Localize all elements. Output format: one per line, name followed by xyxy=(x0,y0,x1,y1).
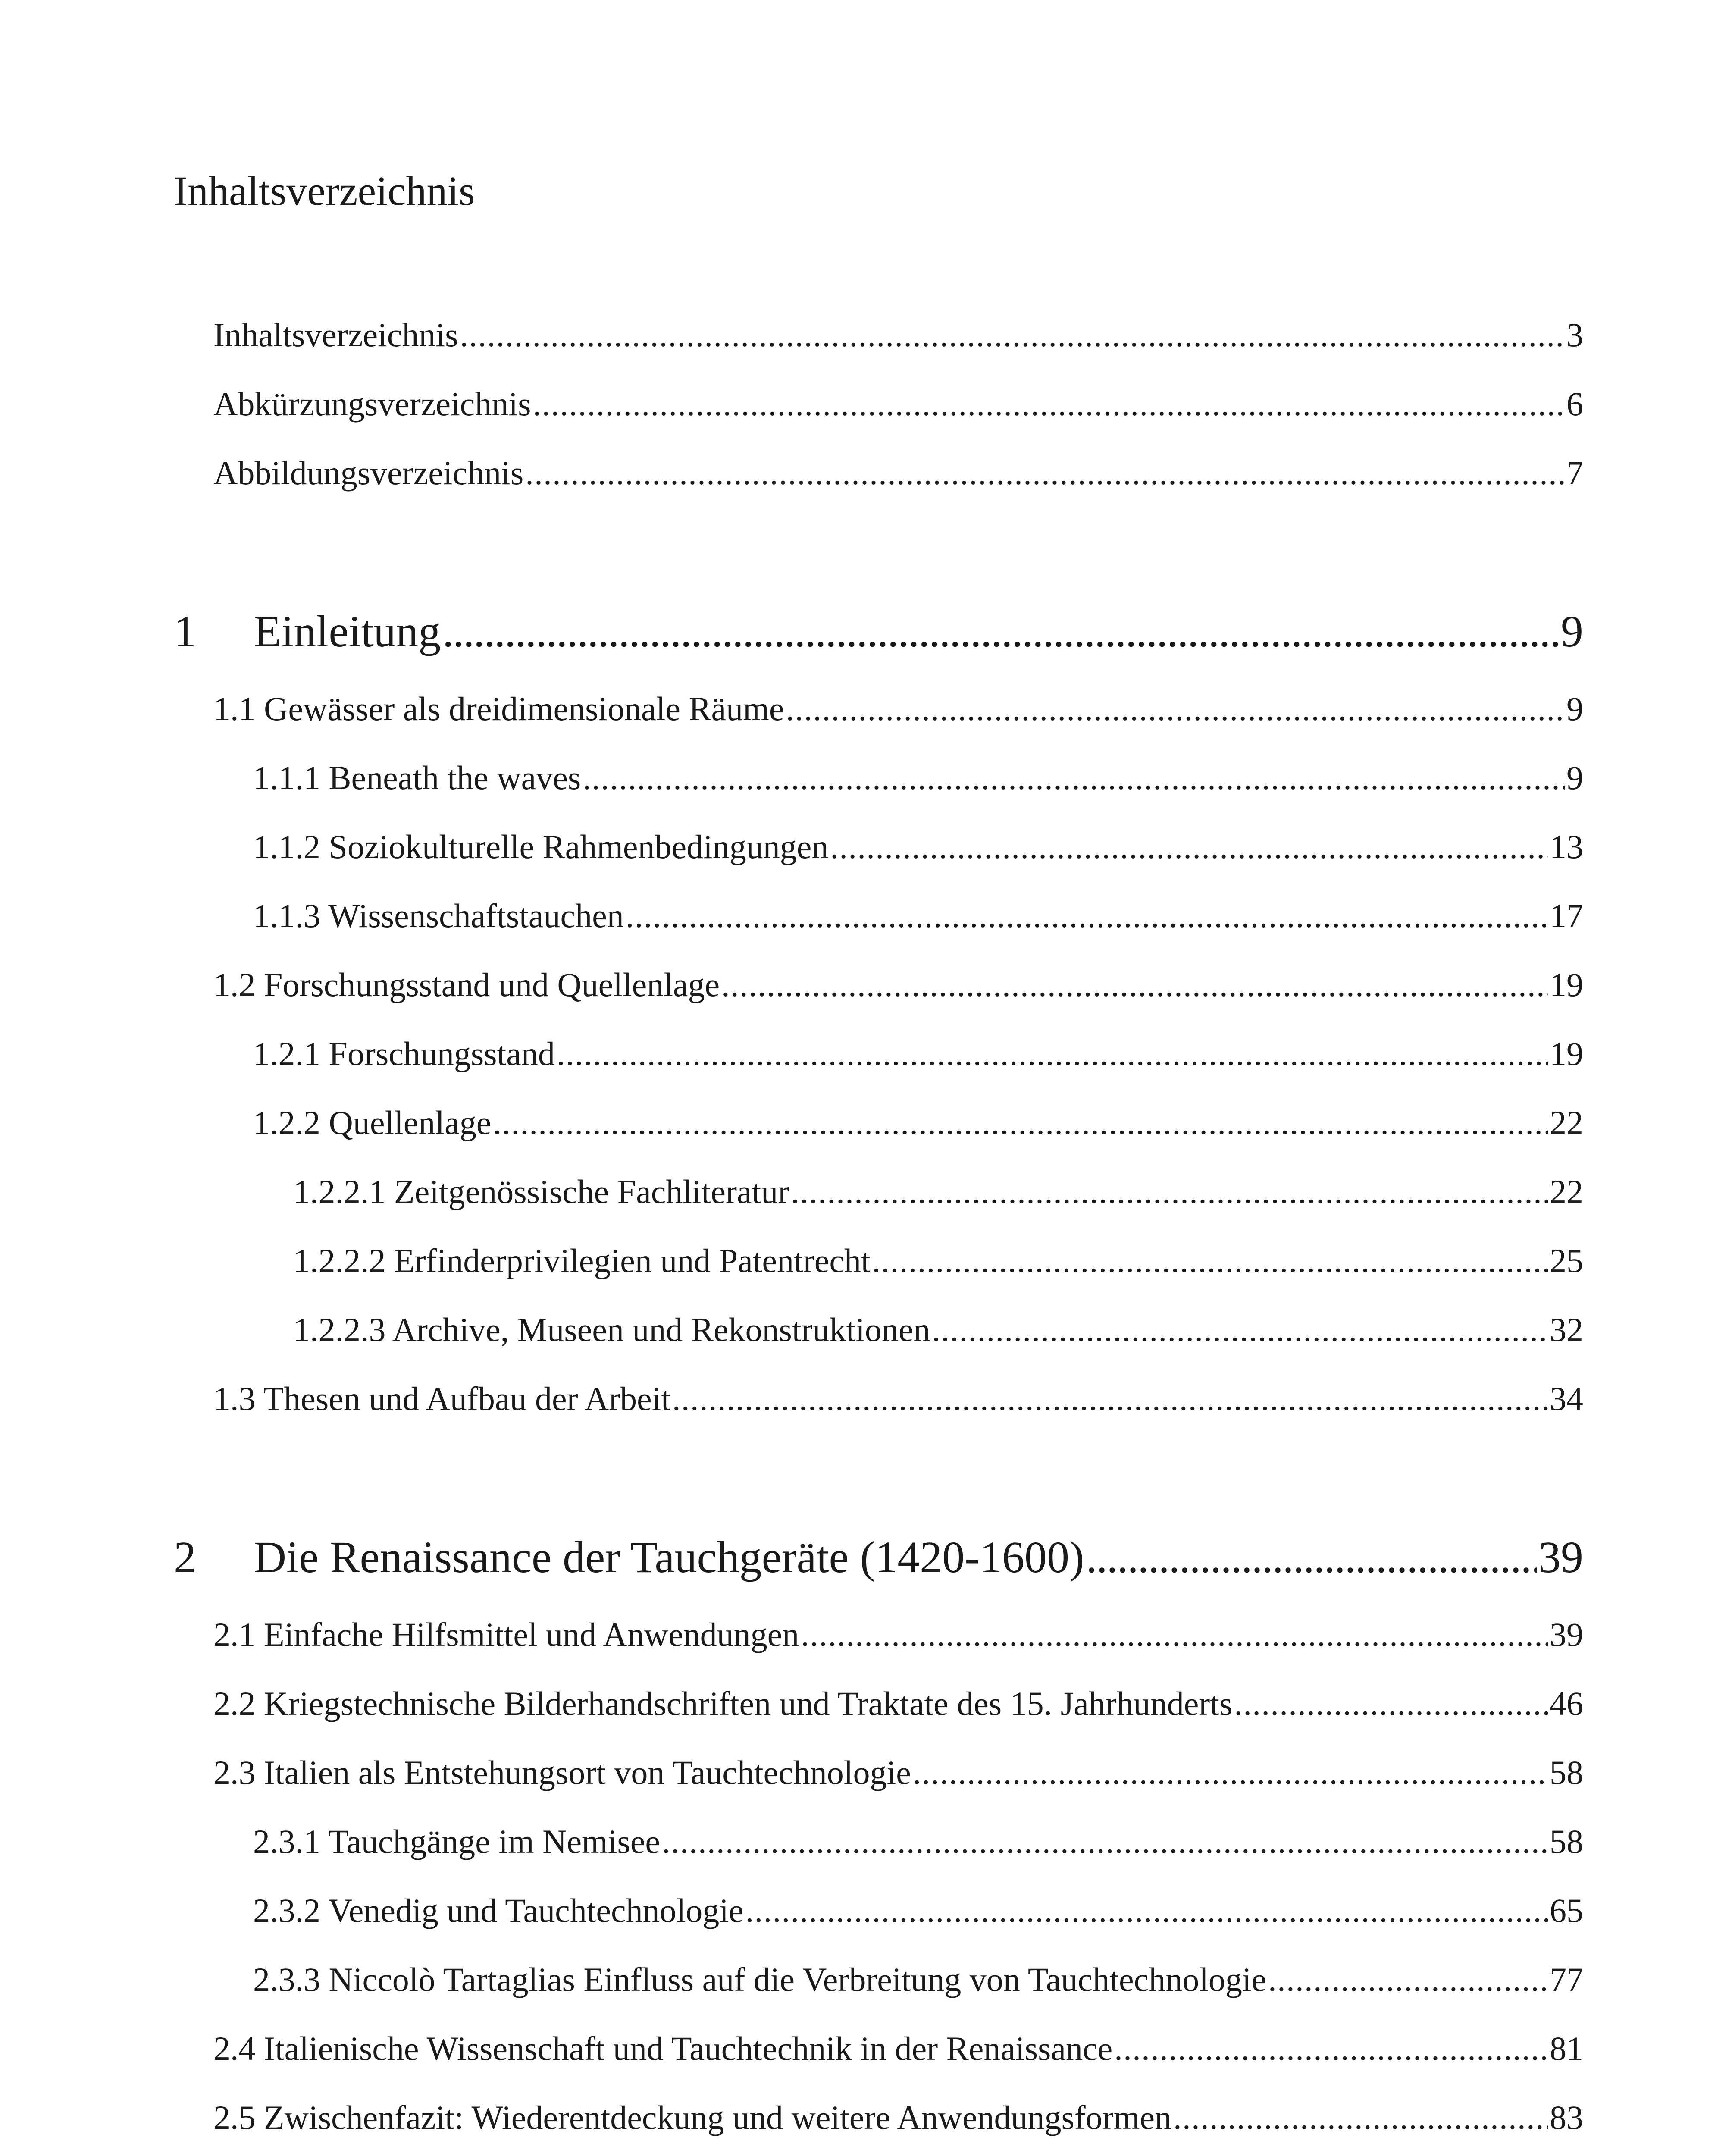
toc-entry-1-1-3[interactable] xyxy=(253,899,1583,933)
dot-leader xyxy=(1268,1963,1548,1996)
toc-chapter-1[interactable] xyxy=(174,609,1583,654)
toc-entry-page: 17 xyxy=(1550,897,1583,934)
toc-entry-title: 1.2.2.3 Archive, Museen und Rekonstruktionen xyxy=(293,1311,930,1348)
toc-entry-1-2-2[interactable] xyxy=(253,1106,1583,1140)
dot-leader xyxy=(786,692,1565,726)
toc-entry-title: 2.3.2 Venedig und Tauchtechnologie xyxy=(253,1892,744,1929)
toc-entry-page: 77 xyxy=(1550,1961,1583,1998)
dot-leader xyxy=(525,456,1565,490)
toc-entry-1-1-1[interactable] xyxy=(253,761,1583,795)
toc-entry-page: 32 xyxy=(1550,1311,1583,1348)
toc-entry-page: 7 xyxy=(1566,454,1583,492)
toc-entry-title: 1.1.3 Wissenschaftstauchen xyxy=(253,897,624,934)
dot-leader xyxy=(913,1756,1548,1789)
dot-leader xyxy=(721,968,1548,1002)
toc-entry-title: Inhaltsverzeichnis xyxy=(213,316,458,354)
toc-entry-title: 1.1 Gewässer als dreidimensionale Räume xyxy=(213,690,784,727)
toc-entry-page: 46 xyxy=(1550,1685,1583,1722)
dot-leader xyxy=(1234,1687,1548,1720)
toc-entry-1-2-1[interactable] xyxy=(253,1037,1583,1071)
toc-entry-inhaltsverzeichnis[interactable] xyxy=(213,318,1583,352)
toc-entry-title: 1.1.2 Soziokulturelle Rahmenbedingungen xyxy=(253,828,829,865)
toc-entry-title: 2.1 Einfache Hilfsmittel und Anwendungen xyxy=(213,1616,799,1653)
toc-chapter-2[interactable] xyxy=(174,1532,1583,1582)
toc-entry-page: 6 xyxy=(1566,385,1583,423)
dot-leader xyxy=(626,899,1548,933)
toc-entry-page: 65 xyxy=(1550,1892,1583,1929)
toc-entry-page: 58 xyxy=(1550,1754,1583,1791)
toc-entry-page: 9 xyxy=(1566,690,1583,727)
toc-entry-page: 13 xyxy=(1550,828,1583,865)
toc-entry-title: 1.2.1 Forschungsstand xyxy=(253,1035,555,1072)
toc-entry-title: 2.3.3 Niccolò Tartaglias Einfluss auf die Verbreitung von Tauchtechnologie xyxy=(253,1961,1267,1998)
toc-entry-title: Abbildungsverzeichnis xyxy=(213,454,524,492)
toc-entry-page: 81 xyxy=(1550,2030,1583,2067)
toc-entry-1-2-2-3[interactable] xyxy=(293,1313,1583,1347)
chapter-heading xyxy=(174,609,441,654)
dot-leader xyxy=(583,761,1565,795)
dot-leader xyxy=(442,609,1559,654)
toc-entry-title: 2.5 Zwischenfazit: Wiederentdeckung und weitere Anwendungsformen xyxy=(213,2099,1172,2136)
toc-entry-2-1[interactable] xyxy=(213,1618,1583,1651)
dot-leader xyxy=(662,1825,1548,1858)
toc-entry-page: 34 xyxy=(1550,1380,1583,1417)
toc-entry-page: 9 xyxy=(1566,759,1583,796)
toc-entry-1-1[interactable] xyxy=(213,692,1583,726)
dot-leader xyxy=(672,1382,1548,1416)
toc-entry-2-5[interactable] xyxy=(213,2101,1583,2134)
chapter-number: 2 xyxy=(174,1532,196,1582)
toc-entry-title: 1.3 Thesen und Aufbau der Arbeit xyxy=(213,1380,671,1417)
toc-entry-page: 19 xyxy=(1550,966,1583,1003)
toc-entry-2-3-2[interactable] xyxy=(253,1894,1583,1927)
toc-entry-1-2-2-2[interactable] xyxy=(293,1244,1583,1278)
toc-entry-2-3[interactable] xyxy=(213,1756,1583,1789)
chapter-page: 39 xyxy=(1538,1532,1583,1582)
toc-entry-title: Abkürzungsverzeichnis xyxy=(213,385,531,423)
toc-entry-title: 2.3 Italien als Entstehungsort von Tauchtechnologie xyxy=(213,1754,911,1791)
toc-entry-title: 1.2 Forschungsstand und Quellenlage xyxy=(213,966,720,1003)
dot-leader xyxy=(932,1313,1548,1347)
chapter-number: 1 xyxy=(174,607,196,656)
dot-leader xyxy=(532,387,1565,421)
toc-entry-abbildungsverzeichnis[interactable] xyxy=(213,456,1583,490)
toc-entry-page: 39 xyxy=(1550,1616,1583,1653)
toc-entry-1-3[interactable] xyxy=(213,1382,1583,1416)
dot-leader xyxy=(801,1618,1548,1651)
page-title: Inhaltsverzeichnis xyxy=(174,168,475,214)
chapter-title: Die Renaissance der Tauchgeräte (1420-1600) xyxy=(254,1532,1084,1582)
toc-entry-1-1-2[interactable] xyxy=(253,830,1583,864)
dot-leader xyxy=(872,1244,1548,1278)
toc-entry-title: 2.4 Italienische Wissenschaft und Tauchtechnik in der Renaissance xyxy=(213,2030,1113,2067)
toc-entry-title: 1.1.1 Beneath the waves xyxy=(253,759,581,796)
toc-entry-page: 22 xyxy=(1550,1104,1583,1141)
toc-entry-page: 83 xyxy=(1550,2099,1583,2136)
toc-entry-title: 2.3.1 Tauchgänge im Nemisee xyxy=(253,1823,660,1860)
toc-entry-2-3-3[interactable] xyxy=(253,1963,1583,1996)
chapter-title: Einleitung xyxy=(254,607,441,656)
dot-leader xyxy=(830,830,1548,864)
chapter-page: 9 xyxy=(1561,607,1583,656)
toc-entry-2-2[interactable] xyxy=(213,1687,1583,1720)
toc-entry-2-4[interactable] xyxy=(213,2032,1583,2065)
toc-entry-title: 1.2.2.1 Zeitgenössische Fachliteratur xyxy=(293,1173,789,1210)
toc-entry-page: 19 xyxy=(1550,1035,1583,1072)
dot-leader xyxy=(460,318,1565,352)
toc-entry-1-2-2-1[interactable] xyxy=(293,1175,1583,1209)
toc-entry-page: 22 xyxy=(1550,1173,1583,1210)
toc-entry-title: 1.2.2.2 Erfinderprivilegien und Patentrecht xyxy=(293,1242,871,1279)
toc-entry-page: 25 xyxy=(1550,1242,1583,1279)
dot-leader xyxy=(1086,1535,1537,1580)
toc-entry-title: 2.2 Kriegstechnische Bilderhandschriften und Traktate des 15. Jahrhunderts xyxy=(213,1685,1233,1722)
toc-entry-page: 58 xyxy=(1550,1823,1583,1860)
toc-entry-2-3-1[interactable] xyxy=(253,1825,1583,1858)
toc-entry-abkuerzungsverzeichnis[interactable] xyxy=(213,387,1583,421)
toc-entry-title: 1.2.2 Quellenlage xyxy=(253,1104,492,1141)
toc-entry-page: 3 xyxy=(1566,316,1583,354)
dot-leader xyxy=(493,1106,1548,1140)
dot-leader xyxy=(791,1175,1548,1209)
toc-entry-1-2[interactable] xyxy=(213,968,1583,1002)
dot-leader xyxy=(557,1037,1548,1071)
chapter-heading xyxy=(174,1532,1084,1582)
dot-leader xyxy=(1114,2032,1548,2065)
dot-leader xyxy=(745,1894,1548,1927)
dot-leader xyxy=(1173,2101,1548,2134)
